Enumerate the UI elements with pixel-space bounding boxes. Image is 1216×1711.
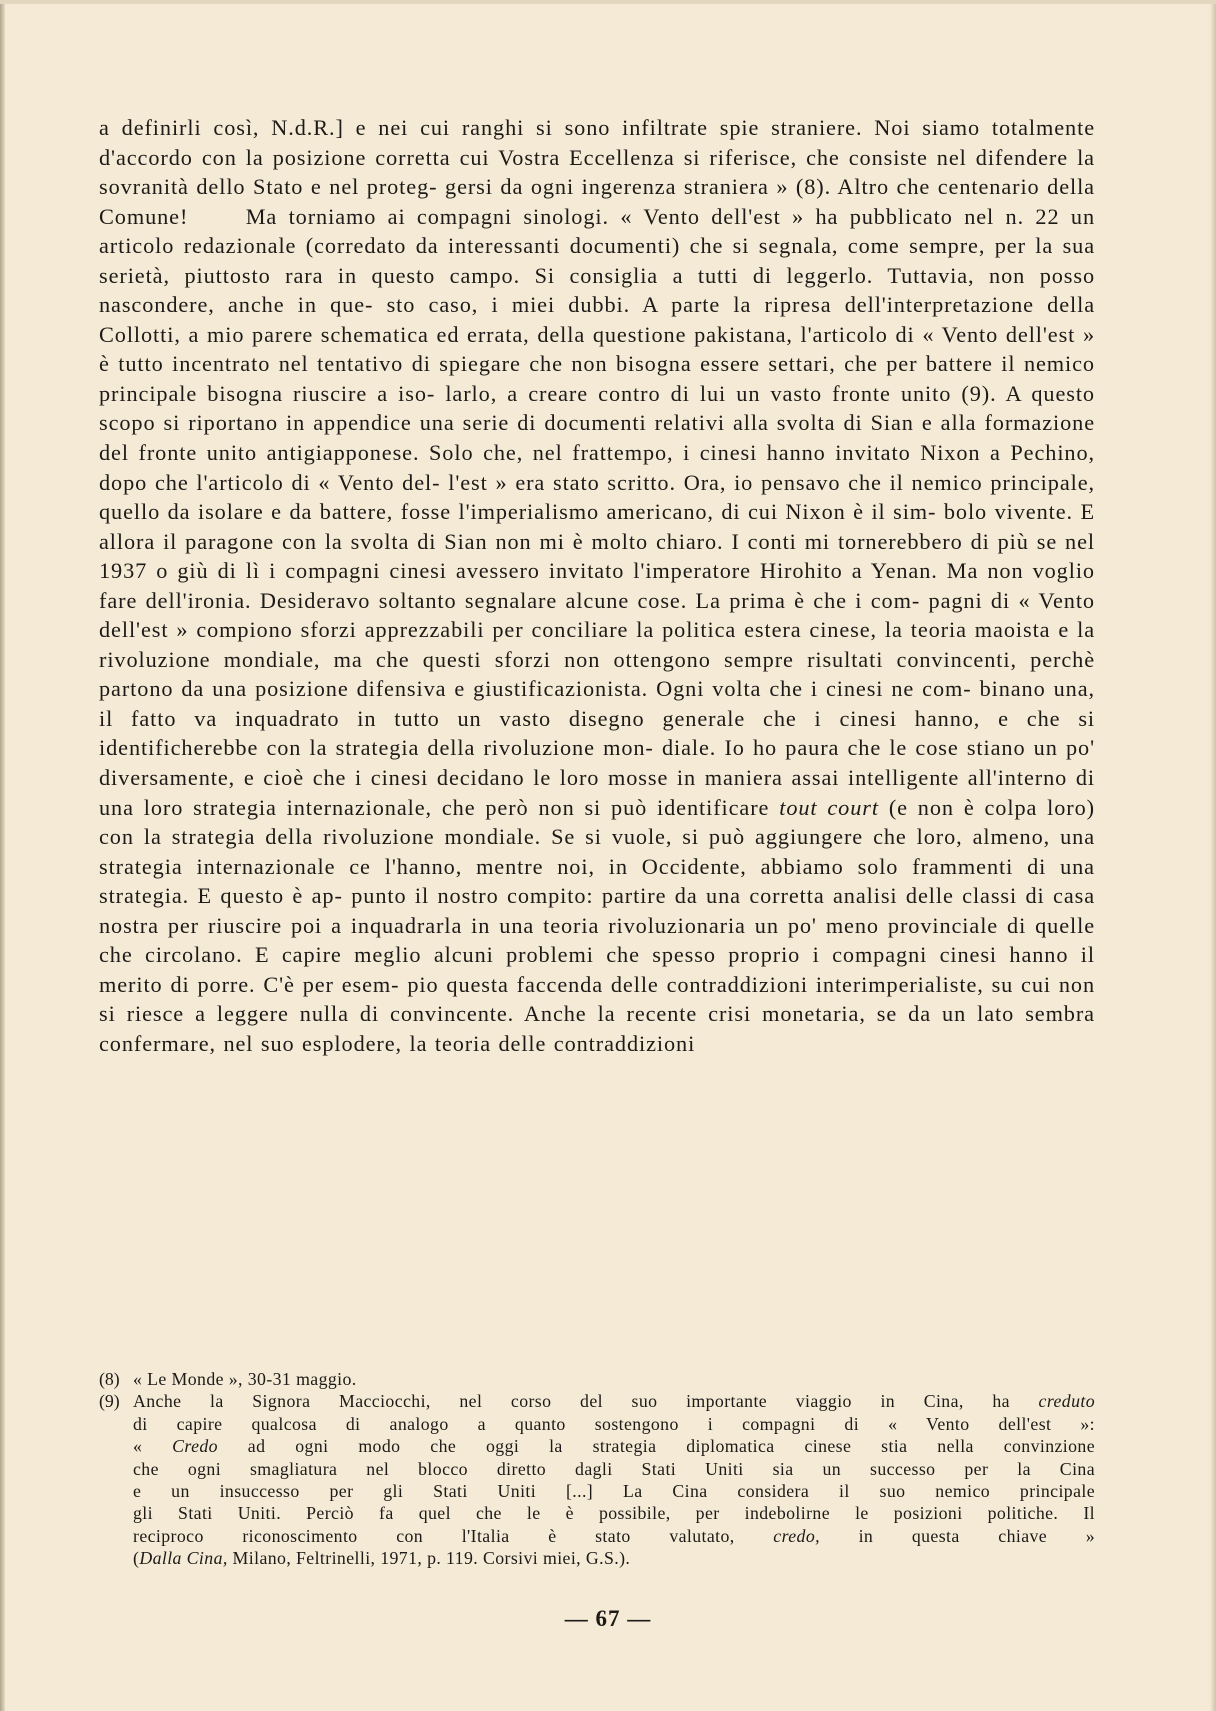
text-line: Ma torniamo ai compagni sinologi. « Vento dell'est » ha pubblicato nel <box>245 203 995 229</box>
text-line: decidano le loro mosse in maniera assai intelligente all'interno di una loro <box>99 765 1095 820</box>
footnote-line: e un insuccesso per gli Stati Uniti [...] La Cina considera il suo nemico principale <box>133 1481 1095 1502</box>
text-line: n. 22 un articolo redazionale (corredato da interessanti documenti) che si <box>99 203 1096 259</box>
footnote-number: (8) <box>99 1369 120 1389</box>
text-line: cinesi hanno invitato Nixon a Pechino, dopo che l'articolo di « Vento del- <box>99 440 1095 495</box>
text-line: questi sforzi non ottengono sempre risultati convincenti, perchè partono da <box>99 646 1095 702</box>
text-segment: Milano, Feltrinelli, 1971, p. 119. Corsivi miei, G.S.). <box>227 1548 631 1569</box>
text-segment: reciproco riconoscimento con l'Italia è stato valutato, <box>133 1525 774 1546</box>
text-line <box>193 795 954 820</box>
text-line: sto caso, i miei dubbi. A parte la ripresa dell'interpretazione della Collotti, <box>99 292 1095 347</box>
text-line: a definirli così, N.d.R.] e nei cui ranghi si sono infiltrate spie straniere. Noi <box>99 115 911 140</box>
text-line: pio questa faccenda delle contraddizioni interimperialiste, su cui non si <box>99 971 1095 1027</box>
page-edge-right <box>1210 0 1216 1711</box>
italic-term: Credo <box>172 1436 218 1457</box>
text-line: un lato sembra confermare, nel suo esplodere, la teoria delle contraddizioni <box>99 1001 1095 1056</box>
text-line: che spesso proprio i compagni cinesi hanno il merito di porre. C'è per esem- <box>99 942 1095 997</box>
footnote-line <box>133 1390 1095 1412</box>
text-line: essere settari, che per battere il nemico principale bisogna riuscire a iso- <box>99 351 1095 406</box>
text-line: binano una, il fatto va inquadrato in tutto un vasto disegno generale che i <box>99 676 1095 731</box>
main-text <box>99 113 1095 1059</box>
footnote-text <box>133 1390 1095 1569</box>
text-line: pagni di « Vento dell'est » compiono sforzi apprezzabili per conciliare la <box>99 587 1095 643</box>
text-line: larlo, a creare contro di lui un vasto fronte unito (9). A questo scopo si <box>99 380 1095 436</box>
text-line: a mio parere schematica ed errata, della questione pakistana, l'articolo di <box>188 321 915 347</box>
text-segment: Anche la Signora Macciocchi, nel corso del suo importante viaggio in Cina, ha <box>133 1391 1039 1412</box>
text-segment: in questa chiave » <box>819 1525 1095 1546</box>
text-line: gersi da ogni ingerenza straniera » (8). Altro che centenario della Comune! <box>99 174 1095 229</box>
footnote-number: (9) <box>99 1391 120 1412</box>
text-segment: ad ogni modo che oggi la strategia diplomatica cinese stia nella convinzione <box>217 1436 1096 1457</box>
text-segment: ( <box>133 1548 140 1569</box>
footnotes <box>99 1368 1095 1570</box>
text-line: punto il nostro compito: partire da una corretta analisi delle classi di casa <box>351 883 1095 909</box>
page-number: — 67 — <box>564 1606 652 1631</box>
text-line: alla formazione del fronte unito antigiapponese. Solo che, nel frattempo, i <box>99 410 1095 466</box>
text-segment: « <box>133 1436 173 1457</box>
text-line: è colpa loro) con la strategia della rivoluzione mondiale. Se si vuole, si può <box>99 794 1096 850</box>
footnote-9 <box>99 1390 1095 1569</box>
footnote-line: « Le Monde », 30-31 maggio. <box>133 1369 357 1389</box>
footnote-line: di capire qualcosa di analogo a quanto sostengono i compagni di « Vento dell'est »: <box>133 1413 1095 1434</box>
text-line: meno provinciale di quelle che circolano. E capire meglio alcuni problemi <box>99 912 1095 968</box>
text-line: cinesi hanno, e che si identificherebbe con la strategia della rivoluzione mon- <box>99 705 1095 761</box>
footnote-line <box>133 1547 1095 1569</box>
footnote-line: gli Stati Uniti. Perciò fa quel che le è possibile, per indebolirne le posizioni politiche. Il <box>133 1503 1095 1524</box>
text-line: riportano in appendice una serie di documenti relativi alla svolta di Sian e <box>188 410 933 436</box>
text-line: dell'ironia. Desideravo soltanto segnalare alcune cose. La prima è che i com- <box>145 587 921 613</box>
page-edge-left <box>0 0 5 1711</box>
text-line: chiaro. I conti mi tornerebbero di più se nel 1937 o giù di lì i compagni <box>99 528 1095 584</box>
text-line: isolare e da battere, fosse l'imperialismo americano, di cui Nixon è il sim- <box>197 499 937 525</box>
text-segment: strategia internazionale, che però non si può identificare <box>193 794 780 820</box>
text-line: siamo totalmente d'accordo con la posizione corretta cui Vostra Eccellenza <box>99 115 1095 170</box>
footnote-line <box>133 1435 1095 1457</box>
text-line: si riferisce, che consiste nel difendere la sovranità dello Stato e nel proteg- <box>99 144 1095 200</box>
footnote-line: che ogni smagliatura nel blocco diretto dagli Stati Uniti sia un successo per la Cina <box>133 1458 1095 1479</box>
page-edge-top <box>0 0 1216 4</box>
footnote-line <box>133 1525 1095 1547</box>
footnote-text <box>133 1368 1095 1390</box>
italic-term: tout court <box>779 794 879 820</box>
text-line: bolo vivente. E allora il paragone con la svolta di Sian non mi è molto <box>99 499 1095 554</box>
text-line: « Vento dell'est » è tutto incentrato nel tentativo di spiegare che non bisogna <box>99 321 1096 377</box>
text-line: riesce a leggere nulla di convincente. Anche la recente crisi monetaria, se da <box>126 1001 932 1027</box>
italic-term: credo, <box>773 1525 820 1546</box>
italic-term: Dalla Cina, <box>139 1548 228 1569</box>
text-line: nostra per riuscire poi a inquadrarla in una teoria rivoluzionaria un po' <box>99 912 817 938</box>
text-line: politica estera cinese, la teoria maoista e la rivoluzione mondiale, ma che <box>99 617 1095 672</box>
footnote-8 <box>99 1368 1095 1390</box>
text-line: Si consiglia a tutti di leggerlo. Tuttavia, non posso nascondere, anche in que- <box>99 262 1095 318</box>
text-line: diale. Io ho paura che le cose stiano un po' diversamente, e cioè che i cinesi <box>99 735 1095 791</box>
text-line: cinesi avessero invitato l'imperatore Hirohito a Yenan. Ma non voglio fare <box>99 558 1095 613</box>
text-line: aggiungere che loro, almeno, una strategia internazionale ce l'hanno, mentre <box>99 824 1095 879</box>
text-line: noi, in Occidente, abbiamo solo frammenti di una strategia. E questo è ap- <box>99 853 1095 909</box>
text-segment: (e non <box>878 794 954 820</box>
text-line: segnala, come sempre, per la sua serietà, piuttosto rara in questo campo. <box>99 233 1095 288</box>
text-line: l'est » era stato scritto. Ora, io pensavo che il nemico principale, quello da <box>99 469 1095 525</box>
text-line: una posizione difensiva e giustificazionista. Ogni volta che i cinesi ne com- <box>212 676 972 702</box>
italic-term: creduto <box>1038 1391 1095 1412</box>
